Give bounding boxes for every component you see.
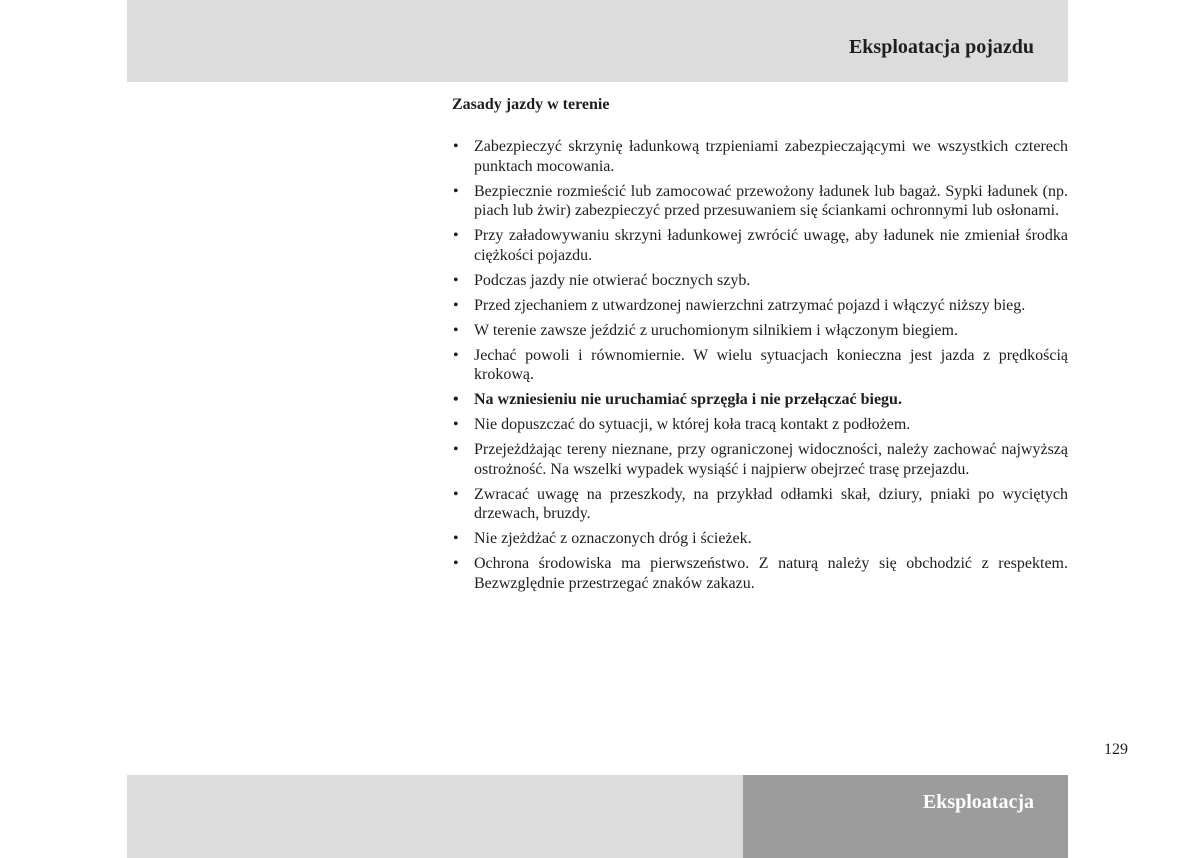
section-title: Zasady jazdy w terenie [452,96,610,113]
main-content [452,94,1068,599]
header-band [127,0,1068,82]
list-item: • Zabezpieczyć skrzynię ładunkową trzpieniami zabezpieczającymi we wszystkich czterech punktach mocowania. [452,137,1068,176]
list-item-warning: • Na wzniesieniu nie uruchamiać sprzęgła i nie przełączać biegu. [452,390,1068,410]
list-item: • Nie zjeżdżać z oznaczonych dróg i ścieżek. [452,529,1068,549]
list-item: • Przejeżdżając tereny nieznane, przy ograniczonej widoczności, należy zachować najwyższą ostrożność. Na wszelki wypadek wysiąść i najpierw obejrzeć trasę przejazdu. [452,440,1068,479]
list-item: • Przy załadowywaniu skrzyni ładunkowej zwrócić uwagę, aby ładunek nie zmieniał środka ciężkości pojazdu. [452,226,1068,265]
rules-list [452,137,1068,594]
list-item: • Jechać powoli i równomiernie. W wielu sytuacjach konieczna jest jazda z prędkością krokową. [452,346,1068,385]
list-item: • Przed zjechaniem z utwardzonej nawierzchni zatrzymać pojazd i włączyć niższy bieg. [452,296,1068,316]
footer-section-label: Eksploatacja [922,791,1034,813]
list-item: • Nie dopuszczać do sytuacji, w której koła tracą kontakt z podłożem. [452,415,1068,435]
list-item: • W terenie zawsze jeździć z uruchomionym silnikiem i włączonym biegiem. [452,321,1068,341]
list-item: • Zwracać uwagę na przeszkody, na przykład odłamki skał, dziury, pniaki po wyciętych drzewach, bruzdy. [452,485,1068,524]
page-number: 129 [1104,741,1128,758]
footer-band [127,775,743,858]
list-item: • Ochrona środowiska ma pierwszeństwo. Z naturą należy się obchodzić z respektem. Bezwzględnie przestrzegać znaków zakazu. [452,554,1068,593]
page-header-title: Eksploatacja pojazdu [848,36,1034,58]
footer-section-tab [743,775,1068,858]
list-item: • Bezpiecznie rozmieścić lub zamocować przewożony ładunek lub bagaż. Sypki ładunek (np. piach lub żwir) zabezpieczyć przed przesuwaniem się ściankami ochronnymi lub osłonami. [452,182,1068,221]
list-item: • Podczas jazdy nie otwierać bocznych szyb. [452,271,1068,291]
